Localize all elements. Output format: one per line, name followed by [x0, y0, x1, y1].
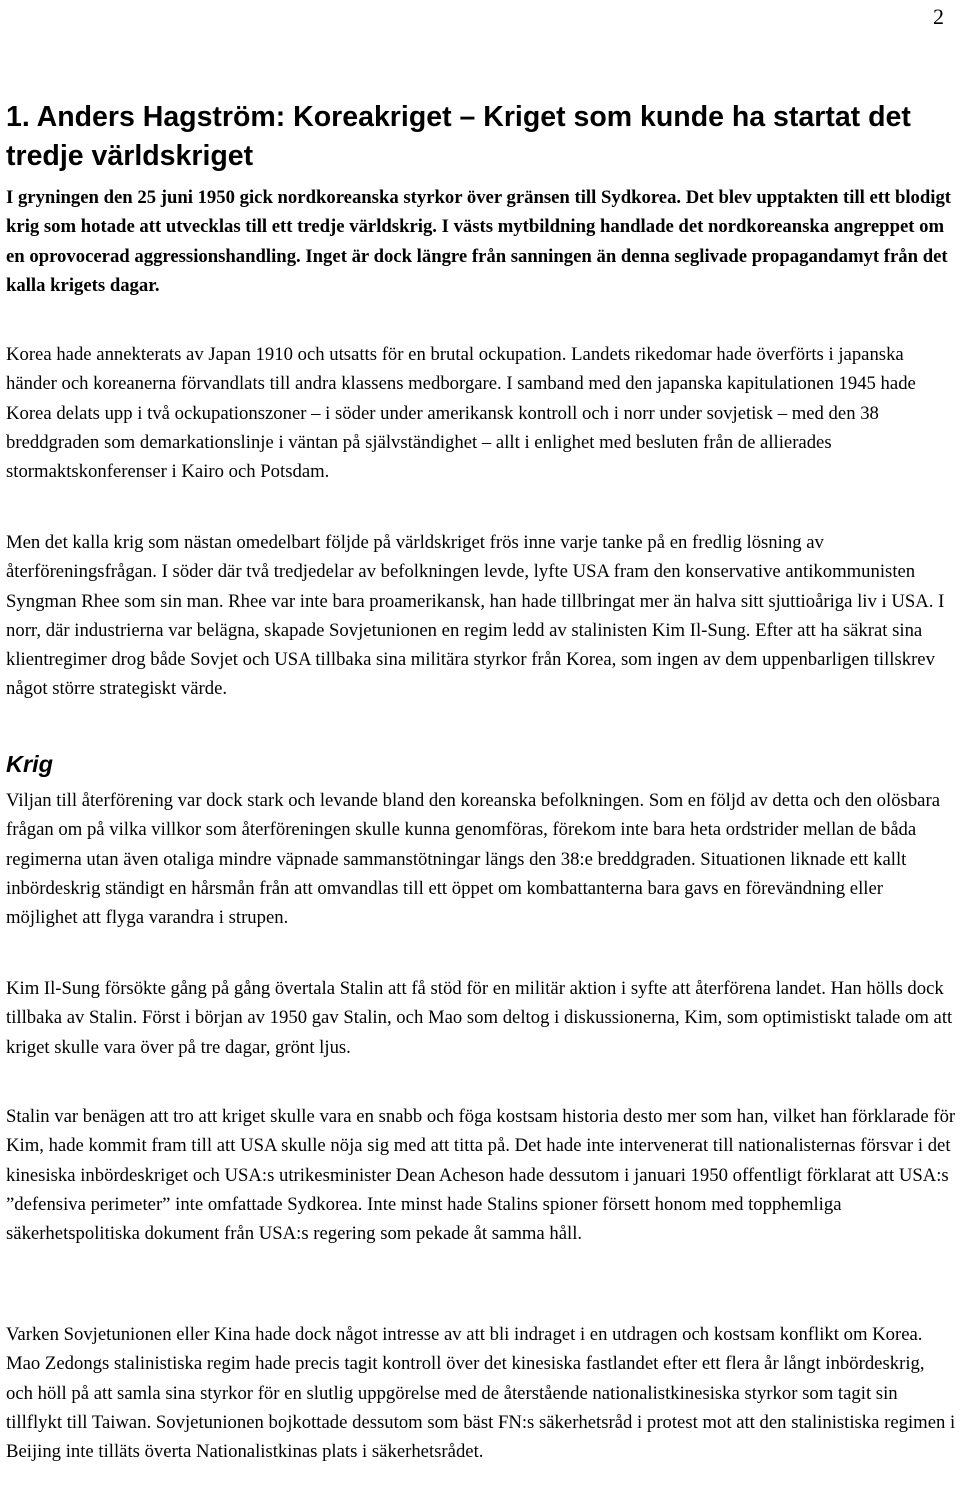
- lead-paragraph: I gryningen den 25 juni 1950 gick nordkoreanska styrkor över gränsen till Sydkorea. Det blev upptakten till ett blodigt krig som hotade att utvecklas till ett tredje världskrig. I västs mytbildning handlade det nordkoreanska angreppet om en oprovocerad aggressionshandling. Inget är dock längre från sanningen än denna seglivade propagandamyt från det kalla krigets dagar.: [6, 187, 952, 296]
- section-heading: Krig: [6, 751, 53, 777]
- body-paragraph-1: Korea hade annekterats av Japan 1910 och utsatts för en brutal ockupation. Landets rikedomar hade överförts i japanska händer och koreanerna förvandlats till andra klassens medborgare. I samband med den japanska kapitulationen 1945 hade Korea delats upp i två ockupationszoner – i söder under amerikansk kontroll och i norr under sovjetisk – med den 38 breddgraden som demarkationslinje i väntan på självständighet – allt i enlighet med besluten från de allierades stormaktskonferenser i Kairo och Potsdam.: [6, 344, 916, 483]
- section-paragraph-1: Viljan till återförening var dock stark och levande bland den koreanska befolkningen. Som en följd av detta och den olösbara frågan om på vilka villkor som återföreningen skulle kunna genomföras, förekom inte bara heta ordstrider mellan de båda regimerna utan även otaliga mindre väpnade sammanstötningar längs den 38:e breddgraden. Situationen liknade ett kallt inbördeskrig ständigt en hårsmån från att omvandlas till ett öppet om kombattanterna bara gavs en förevändning eller möjlighet att flyga varandra i strupen.: [6, 790, 940, 929]
- section-paragraph-2: Kim Il-Sung försökte gång på gång övertala Stalin att få stöd för en militär aktion i syfte att återförena landet. Han hölls dock tillbaka av Stalin. Först i början av 1950 gav Stalin, och Mao som deltog i diskussionerna, Kim, som optimistiskt talade om att kriget skulle vara över på tre dagar, grönt ljus.: [6, 978, 953, 1058]
- section-paragraph-3: Stalin var benägen att tro att kriget skulle vara en snabb och föga kostsam historia desto mer som han, vilket han förklarade för Kim, hade kommit fram till att USA skulle nöja sig med att titta på. Det hade inte intervenerat till nationalisternas försvar i det kinesiska inbördeskriget och USA:s utrikesminister Dean Acheson hade dessutom i januari 1950 offentligt förklarat att USA:s ”defensiva perimeter” inte omfattade Sydkorea. Inte minst hade Stalins spioner försett honom med topphemliga säkerhetspolitiska dokument från USA:s regering som pekade åt samma håll.: [6, 1106, 956, 1245]
- chapter-title: 1. Anders Hagström: Koreakriget – Kriget som kunde ha startat det tredje världskriget: [6, 101, 911, 172]
- page-number: 2: [933, 4, 944, 29]
- section-paragraph-4: Varken Sovjetunionen eller Kina hade dock något intresse av att bli indraget i en utdragen och kostsam konflikt om Korea. Mao Zedongs stalinistiska regim hade precis tagit kontroll över det kinesiska fastlandet efter ett flera år långt inbördeskrig, och höll på att samla sina styrkor för en slutlig uppgörelse med de återstående nationalistkinesiska styrkor som tagit sin tillflykt till Taiwan. Sovjetunionen bojkottade dessutom som bäst FN:s säkerhetsråd i protest mot att den stalinistiska regimen i Beijing inte tilläts överta Nationalistkinas plats i säkerhetsrådet.: [6, 1324, 956, 1463]
- body-paragraph-2: Men det kalla krig som nästan omedelbart följde på världskriget frös inne varje tanke på en fredlig lösning av återföreningsfrågan. I söder där två tredjedelar av befolkningen levde, lyfte USA fram den konservative antikommunisten Syngman Rhee som sin man. Rhee var inte bara proamerikansk, han hade tillbringat mer än halva sitt sjuttioåriga liv i USA. I norr, där industrierna var belägna, skapade Sovjetunionen en regim ledd av stalinisten Kim Il-Sung. Efter att ha säkrat sina klientregimer drog både Sovjet och USA tillbaka sina militära styrkor från Korea, som ingen av dem uppenbarligen tillskrev något större strategiskt värde.: [6, 532, 945, 700]
